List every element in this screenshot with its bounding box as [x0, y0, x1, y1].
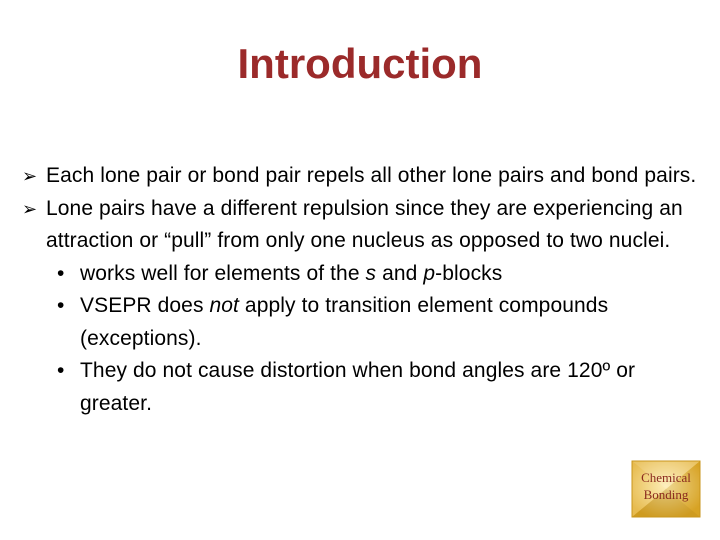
sub-bullet-3: • They do not cause distortion when bond angles are 120º or greater.	[22, 355, 702, 420]
badge-line-1: Chemical	[641, 470, 691, 485]
dot-bullet-icon: •	[57, 359, 65, 382]
badge-label	[631, 469, 701, 503]
sub-bullet-1: • works well for elements of the s and p-blocks	[22, 258, 702, 291]
badge-line-2: Bonding	[643, 487, 689, 502]
bullet-point-2-text: Lone pairs have a different repulsion since they are experiencing an attraction or “pull” from only one nucleus as opposed to two nuclei.	[46, 196, 683, 252]
dot-bullet-icon: •	[57, 294, 65, 317]
slide-title: Introduction	[237, 40, 483, 87]
arrow-bullet-icon: ➢	[22, 198, 38, 219]
chemical-bonding-badge[interactable]	[631, 460, 701, 518]
dot-bullet-icon: •	[57, 261, 65, 285]
sub-bullet-2: • VSEPR does not apply to transition element compounds (exceptions).	[22, 290, 702, 355]
arrow-bullet-icon: ➢	[22, 166, 38, 186]
slide-body	[22, 160, 702, 420]
bullet-point-1-text: Each lone pair or bond pair repels all other lone pairs and bond pairs.	[46, 164, 697, 187]
bullet-point-1	[22, 160, 702, 193]
bullet-point-2	[22, 193, 702, 258]
